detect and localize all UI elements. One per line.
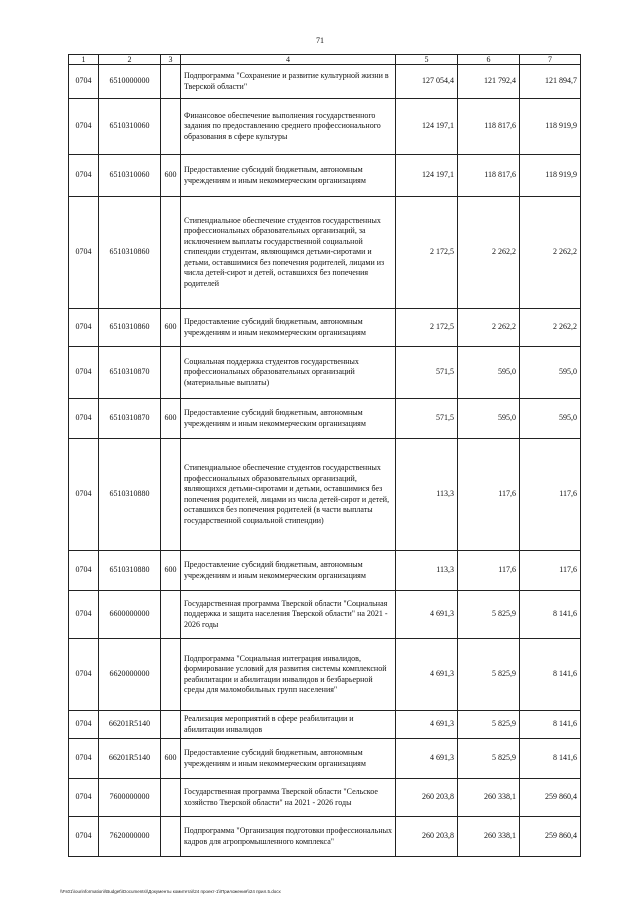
amount-col-7: 595,0 — [520, 347, 581, 399]
amount-col-6: 121 792,4 — [458, 65, 520, 99]
expense-type-code — [161, 197, 181, 309]
item-name: Предоставление субсидий бюджетным, автономным учреждениям и иным некоммерческим организациям — [181, 309, 396, 347]
amount-col-7: 118 919,9 — [520, 99, 581, 155]
column-header-6: 6 — [458, 55, 520, 65]
item-name: Подпрограмма "Сохранение и развитие культурной жизни в Тверской области" — [181, 65, 396, 99]
amount-col-7: 259 860,4 — [520, 817, 581, 857]
section-code: 0704 — [69, 347, 99, 399]
expense-type-code: 600 — [161, 551, 181, 591]
amount-col-7: 8 141,6 — [520, 739, 581, 779]
amount-col-6: 260 338,1 — [458, 817, 520, 857]
expense-type-code — [161, 347, 181, 399]
target-article-code: 6510310060 — [99, 99, 161, 155]
item-name: Реализация мероприятий в сфере реабилитации и абилитации инвалидов — [181, 711, 396, 739]
target-article-code: 6510310860 — [99, 197, 161, 309]
expense-type-code — [161, 711, 181, 739]
target-article-code: 6510000000 — [99, 65, 161, 99]
amount-col-7: 117,6 — [520, 551, 581, 591]
target-article-code: 6600000000 — [99, 591, 161, 639]
amount-col-5: 4 691,3 — [396, 739, 458, 779]
section-code: 0704 — [69, 439, 99, 551]
amount-col-6: 118 817,6 — [458, 99, 520, 155]
item-name: Предоставление субсидий бюджетным, автономным учреждениям и иным некоммерческим организациям — [181, 551, 396, 591]
amount-col-7: 121 894,7 — [520, 65, 581, 99]
table-row — [69, 739, 581, 779]
section-code: 0704 — [69, 399, 99, 439]
amount-col-5: 4 691,3 — [396, 639, 458, 711]
target-article-code: 66201R5140 — [99, 739, 161, 779]
column-header-4: 4 — [181, 55, 396, 65]
section-code: 0704 — [69, 711, 99, 739]
item-name: Социальная поддержка студентов государственных профессиональных образовательных организаций (материальные выплаты) — [181, 347, 396, 399]
table-row — [69, 155, 581, 197]
expense-type-code — [161, 439, 181, 551]
section-code: 0704 — [69, 779, 99, 817]
amount-col-5: 124 197,1 — [396, 155, 458, 197]
item-name: Государственная программа Тверской области "Сельское хозяйство Тверской области" на 2021 - 2026 годы — [181, 779, 396, 817]
expense-type-code — [161, 99, 181, 155]
section-code: 0704 — [69, 739, 99, 779]
amount-col-7: 8 141,6 — [520, 711, 581, 739]
amount-col-6: 118 817,6 — [458, 155, 520, 197]
footer-file-path: \\Fs01\\ourinformation\\Budget\\Documents\\Документы комитета\\24 проект-1\\Приложения\\24 прил.5.docx — [60, 889, 281, 894]
table-row — [69, 639, 581, 711]
amount-col-7: 8 141,6 — [520, 639, 581, 711]
section-code: 0704 — [69, 99, 99, 155]
amount-col-5: 260 203,8 — [396, 779, 458, 817]
item-name: Стипендиальное обеспечение студентов государственных профессиональных образовательных организаций, за исключением выплаты государственной социальной стипендии студентам, являющимся детьми-сиротами и детьми, оставшимися без попечения родителей, лицами из числа детей-сирот и детей, оставшихся без попечения родителей — [181, 197, 396, 309]
item-name: Государственная программа Тверской области "Социальная поддержка и защита населения Тверской области" на 2021 - 2026 годы — [181, 591, 396, 639]
item-name: Подпрограмма "Организация подготовки профессиональных кадров для агропромышленного комплекса" — [181, 817, 396, 857]
column-header-2: 2 — [99, 55, 161, 65]
section-code: 0704 — [69, 591, 99, 639]
amount-col-7: 595,0 — [520, 399, 581, 439]
table-row — [69, 99, 581, 155]
expense-type-code: 600 — [161, 399, 181, 439]
amount-col-6: 2 262,2 — [458, 197, 520, 309]
column-header-7: 7 — [520, 55, 581, 65]
amount-col-6: 5 825,9 — [458, 739, 520, 779]
amount-col-7: 8 141,6 — [520, 591, 581, 639]
amount-col-6: 117,6 — [458, 439, 520, 551]
amount-col-5: 124 197,1 — [396, 99, 458, 155]
amount-col-6: 5 825,9 — [458, 711, 520, 739]
amount-col-5: 571,5 — [396, 399, 458, 439]
expense-type-code — [161, 817, 181, 857]
amount-col-6: 2 262,2 — [458, 309, 520, 347]
table-row — [69, 65, 581, 99]
target-article-code: 66201R5140 — [99, 711, 161, 739]
target-article-code: 6510310860 — [99, 309, 161, 347]
amount-col-5: 571,5 — [396, 347, 458, 399]
section-code: 0704 — [69, 309, 99, 347]
item-name: Стипендиальное обеспечение студентов государственных профессиональных образовательных организаций, являющихся детьми-сиротами и детьми, оставшимися без попечения родителей, лицами из числа детей-сирот и детей, оставшихся без попечения родителей (в части выплаты государственной социальной стипендии) — [181, 439, 396, 551]
item-name: Подпрограмма "Социальная интеграция инвалидов, формирование условий для развития системы комплексной реабилитации и абилитации инвалидов и безбарьерной среды для маломобильных групп населения" — [181, 639, 396, 711]
amount-col-5: 2 172,5 — [396, 309, 458, 347]
amount-col-5: 127 054,4 — [396, 65, 458, 99]
amount-col-7: 2 262,2 — [520, 197, 581, 309]
section-code: 0704 — [69, 639, 99, 711]
target-article-code: 6510310870 — [99, 347, 161, 399]
column-header-3: 3 — [161, 55, 181, 65]
budget-table — [68, 54, 581, 857]
amount-col-7: 2 262,2 — [520, 309, 581, 347]
amount-col-6: 5 825,9 — [458, 639, 520, 711]
amount-col-5: 4 691,3 — [396, 591, 458, 639]
amount-col-6: 595,0 — [458, 399, 520, 439]
section-code: 0704 — [69, 817, 99, 857]
section-code: 0704 — [69, 65, 99, 99]
table-row — [69, 197, 581, 309]
table-row — [69, 439, 581, 551]
column-header-1: 1 — [69, 55, 99, 65]
target-article-code: 6510310060 — [99, 155, 161, 197]
amount-col-7: 118 919,9 — [520, 155, 581, 197]
table-row — [69, 779, 581, 817]
table-row — [69, 551, 581, 591]
amount-col-5: 113,3 — [396, 551, 458, 591]
section-code: 0704 — [69, 551, 99, 591]
amount-col-5: 2 172,5 — [396, 197, 458, 309]
target-article-code: 6510310880 — [99, 439, 161, 551]
expense-type-code — [161, 639, 181, 711]
table-row — [69, 309, 581, 347]
amount-col-5: 4 691,3 — [396, 711, 458, 739]
amount-col-7: 117,6 — [520, 439, 581, 551]
amount-col-6: 5 825,9 — [458, 591, 520, 639]
amount-col-6: 260 338,1 — [458, 779, 520, 817]
expense-type-code — [161, 779, 181, 817]
item-name: Предоставление субсидий бюджетным, автономным учреждениям и иным некоммерческим организациям — [181, 155, 396, 197]
item-name: Финансовое обеспечение выполнения государственного задания по предоставлению среднего профессионального образования в сфере культуры — [181, 99, 396, 155]
table-header-row — [69, 55, 581, 65]
section-code: 0704 — [69, 155, 99, 197]
expense-type-code: 600 — [161, 739, 181, 779]
expense-type-code — [161, 65, 181, 99]
expense-type-code: 600 — [161, 309, 181, 347]
table-row — [69, 347, 581, 399]
column-header-5: 5 — [396, 55, 458, 65]
item-name: Предоставление субсидий бюджетным, автономным учреждениям и иным некоммерческим организациям — [181, 739, 396, 779]
page-number: 71 — [316, 36, 324, 45]
amount-col-5: 260 203,8 — [396, 817, 458, 857]
target-article-code: 6510310870 — [99, 399, 161, 439]
target-article-code: 7600000000 — [99, 779, 161, 817]
section-code: 0704 — [69, 197, 99, 309]
table-row — [69, 591, 581, 639]
expense-type-code — [161, 591, 181, 639]
amount-col-6: 117,6 — [458, 551, 520, 591]
amount-col-6: 595,0 — [458, 347, 520, 399]
item-name: Предоставление субсидий бюджетным, автономным учреждениям и иным некоммерческим организациям — [181, 399, 396, 439]
target-article-code: 6620000000 — [99, 639, 161, 711]
amount-col-5: 113,3 — [396, 439, 458, 551]
table-row — [69, 711, 581, 739]
table-row — [69, 399, 581, 439]
table-row — [69, 817, 581, 857]
amount-col-7: 259 860,4 — [520, 779, 581, 817]
target-article-code: 6510310880 — [99, 551, 161, 591]
expense-type-code: 600 — [161, 155, 181, 197]
target-article-code: 7620000000 — [99, 817, 161, 857]
